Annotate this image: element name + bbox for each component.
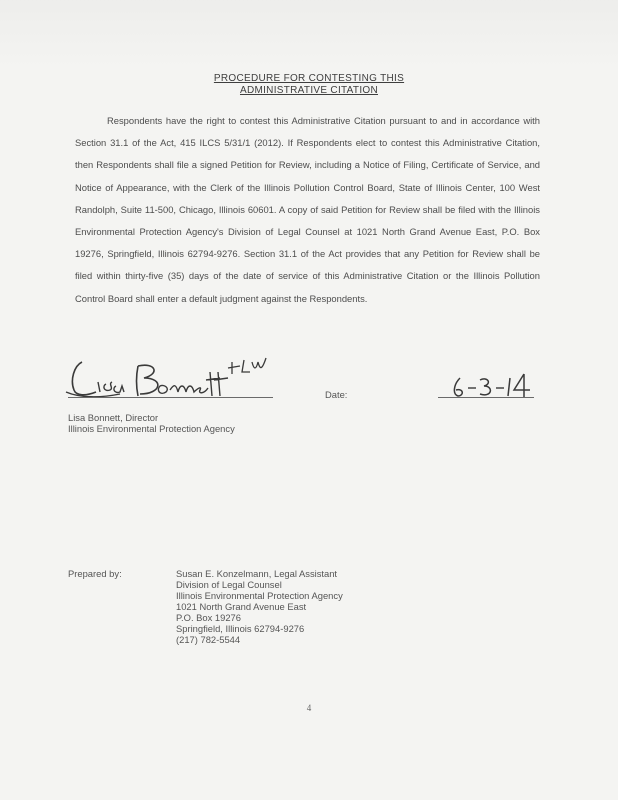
handwritten-signature	[60, 352, 300, 402]
preparer-agency: Illinois Environmental Protection Agency	[176, 590, 343, 601]
scan-artifact	[0, 0, 618, 70]
signer-agency: Illinois Environmental Protection Agency	[68, 423, 235, 434]
preparer-po-box: P.O. Box 19276	[176, 612, 241, 623]
date-line	[438, 397, 534, 398]
date-label: Date:	[325, 389, 348, 400]
prepared-by-label: Prepared by:	[68, 568, 122, 579]
preparer-street: 1021 North Grand Avenue East	[176, 601, 307, 612]
procedure-paragraph: Respondents have the right to contest this Administrative Citation pursuant to and in accordance with Section 31.1 of the Act, 415 ILCS 5/31/1 (2012). If Respondents elect to contest this Administrative Citation, then Respondents shall file a signed Petition for Review, including a Notice of Filing, Certificate of Service, and Notice of Appearance, with the Clerk of the Illinois Pollution Control Board, State of Illinois Center, 100 West Randolph, Suite 11-500, Chicago, Illinois 60601. A copy of said Petition for Review shall be filed with the Illinois Environmental Protection Agency's Division of Legal Counsel at 1021 North Grand Avenue East, P.O. Box 19276, Springfield, Illinois 62794-9276. Section 31.1 of the Act provides that any Petition for Review shall be filed within thirty-five (35) days of the date of service of this Administrative Citation or the Illinois Pollution Control Board shall enter a default judgment against the Respondents.	[75, 115, 540, 304]
preparer-phone: (217) 782-5544	[176, 634, 241, 645]
signer-name: Lisa Bonnett, Director	[68, 412, 159, 423]
preparer-division: Division of Legal Counsel	[176, 579, 282, 590]
prepared-by-block	[176, 568, 343, 645]
signature-line	[68, 397, 273, 398]
page-number: 4	[306, 703, 312, 713]
title-line-1: PROCEDURE FOR CONTESTING THIS	[213, 73, 405, 84]
preparer-city: Springfield, Illinois 62794-9276	[176, 623, 305, 634]
title-line-2: ADMINISTRATIVE CITATION	[239, 85, 378, 96]
preparer-name: Susan E. Konzelmann, Legal Assistant	[176, 568, 338, 579]
handwritten-date	[448, 372, 538, 400]
